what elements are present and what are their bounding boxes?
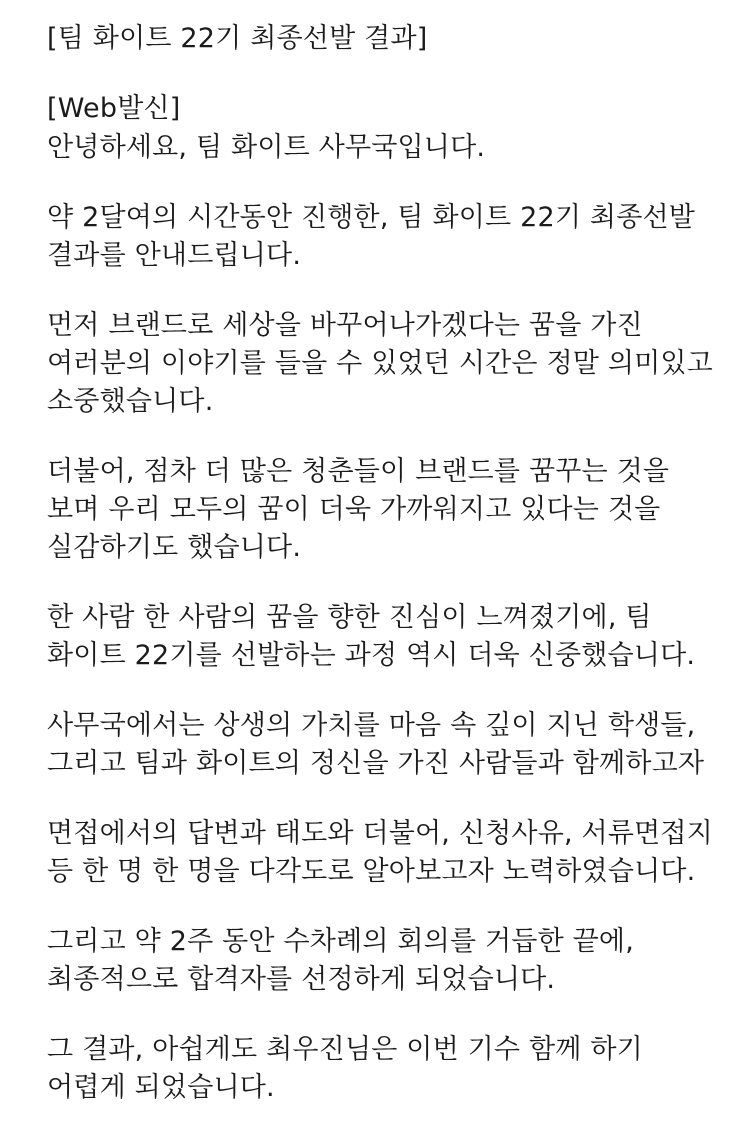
message-line: 어렵게 되었습니다.	[47, 1072, 275, 1103]
message-line: 결과를 안내드립니다.	[47, 240, 302, 271]
message-line: 한 사람 한 사람의 꿈을 향한 진심이 느껴졌기에, 팀	[47, 602, 652, 633]
message-line: 안녕하세요, 팀 화이트 사무국입니다.	[47, 132, 486, 163]
message-line: 여러분의 이야기를 들을 수 있었던 시간은 정말 의미있고	[47, 348, 713, 379]
message-line: 소중했습니다.	[47, 386, 214, 417]
message-line: 그 결과, 아쉽게도 최우진님은 이번 기수 함께 하기	[47, 1034, 643, 1065]
message-line: 보며 우리 모두의 꿈이 더욱 가까워지고 있다는 것을	[47, 494, 661, 525]
message-title: [팀 화이트 22기 최종선발 결과]	[47, 23, 428, 54]
message-line: 면접에서의 답변과 태도와 더불어, 신청사유, 서류면접지	[47, 818, 713, 849]
message-line: 그리고 팀과 화이트의 정신을 가진 사람들과 함께하고자	[47, 748, 705, 779]
message-line: 그리고 약 2주 동안 수차례의 회의를 거듭한 끝에,	[47, 926, 634, 957]
message-line: 더불어, 점차 더 많은 청춘들이 브랜드를 꿈꾸는 것을	[47, 456, 670, 487]
message-line: 실감하기도 했습니다.	[47, 532, 302, 563]
message-line: 약 2달여의 시간동안 진행한, 팀 화이트 22기 최종선발	[47, 202, 696, 233]
message-line: 등 한 명 한 명을 다각도로 알아보고자 노력하였습니다.	[47, 856, 696, 887]
message-line: 먼저 브랜드로 세상을 바꾸어나가겠다는 꿈을 가진	[47, 310, 643, 341]
message-line: 화이트 22기를 선발하는 과정 역시 더욱 신중했습니다.	[47, 640, 696, 671]
message-line: 사무국에서는 상생의 가치를 마음 속 깊이 지닌 학생들,	[47, 710, 696, 741]
message-line: 최종적으로 합격자를 선정하게 되었습니다.	[47, 964, 556, 995]
sender-tag: [Web발신]	[47, 93, 181, 124]
